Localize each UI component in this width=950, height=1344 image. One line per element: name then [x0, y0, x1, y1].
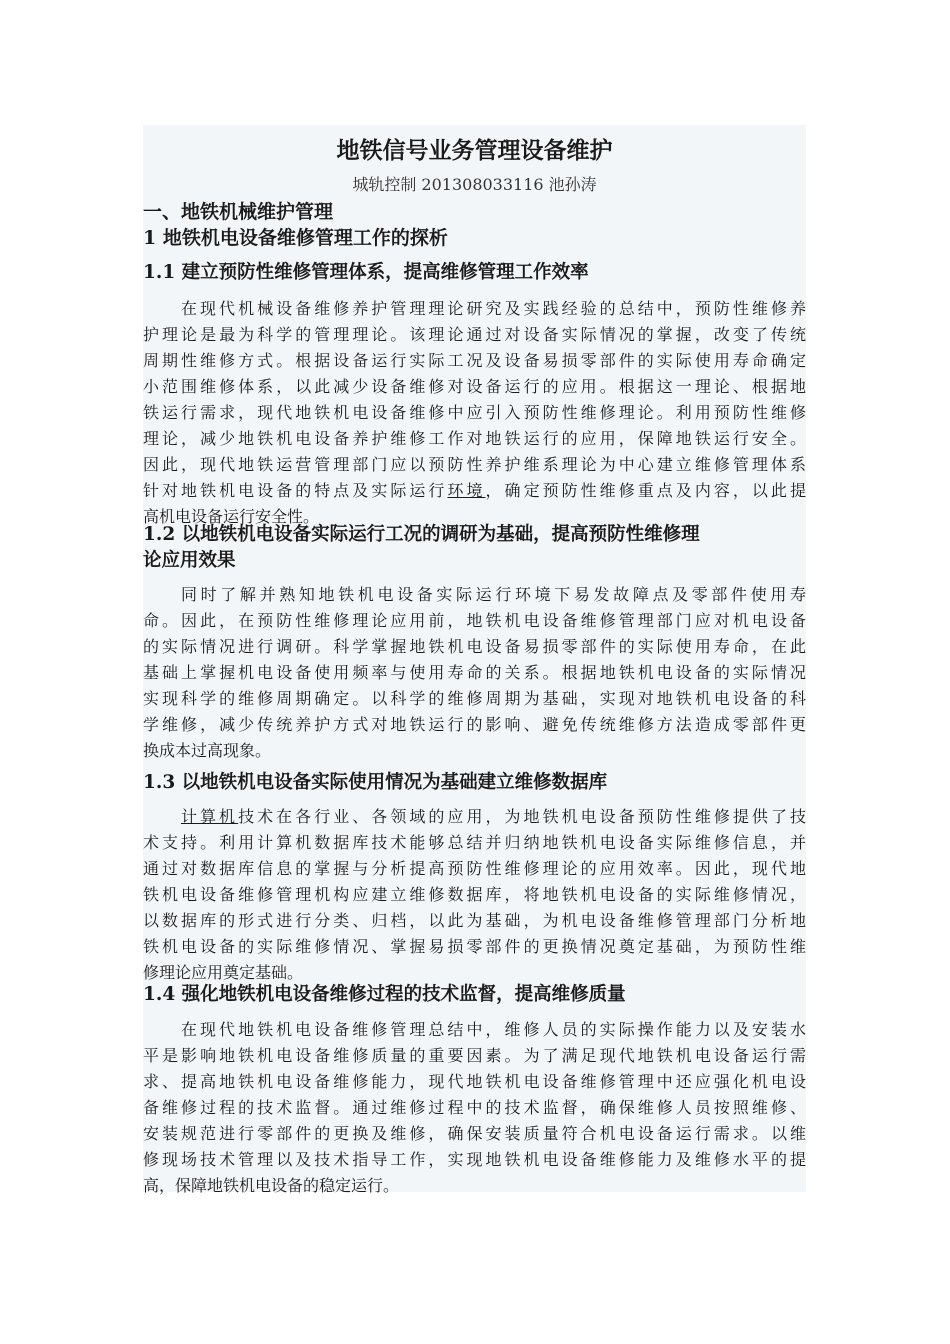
- text-line: 在现代机械设备维修养护管理理论研究及实践经验的总结中，预防性维修养: [181, 299, 806, 318]
- text-line: 的实际情况进行调研。科学掌握地铁机电设备易损零部件的实际使用寿命，在此: [143, 637, 806, 656]
- text-line: 高，保障地铁机电设备的稳定运行。: [143, 1176, 400, 1195]
- document-title: 地铁信号业务管理设备维护: [336, 137, 613, 164]
- text-line: 学维修，减少传统养护方式对地铁运行的影响、避免传统维修方法造成零部件更: [143, 715, 806, 734]
- text-line: 求、提高地铁机电设备维修能力，现代地铁机电设备维修管理中还应强化机电设: [143, 1072, 806, 1091]
- heading-1-2: [143, 522, 806, 574]
- paragraph-1-1: [143, 296, 806, 530]
- computer-link[interactable]: 计算机: [181, 807, 239, 826]
- heading-1-4: 1.4 强化地铁机电设备维修过程的技术监督，提高维修质量: [143, 984, 626, 1005]
- text-line: 实现科学的维修周期确定。以科学的维修周期为基础，实现对地铁机电设备的科: [143, 689, 806, 708]
- text-segment: ，确定预防性维修重点及内容，以此提: [485, 481, 806, 500]
- text-line: 换成本过高现象。: [143, 741, 272, 760]
- text-line: 基础上掌握机电设备使用频率与使用寿命的关系。根据地铁机电设备的实际情况: [143, 663, 806, 682]
- text-line: 周期性维修方式。根据设备运行实际工况及设备易损零部件的实际使用寿命确定: [143, 351, 806, 370]
- text-line: 护理论是最为科学的管理理论。该理论通过对设备实际情况的掌握，改变了传统: [143, 325, 806, 344]
- text-line: 平是影响地铁机电设备维修质量的重要因素。为了满足现代地铁机电设备运行需: [143, 1046, 806, 1065]
- heading-line: 论应用效果: [143, 550, 236, 571]
- text-line: 因此，现代地铁运营管理部门应以预防性养护维系理论为中心建立维修管理体系: [143, 455, 806, 474]
- text-line: 命。因此，在预防性维修理论应用前，地铁机电设备维修管理部门应对机电设备: [143, 611, 806, 630]
- author-line: 城轨控制 201308033116 池孙涛: [352, 175, 597, 194]
- text-line: 铁运行需求，现代地铁机电设备维修中应引入预防性维修理论。利用预防性维修: [143, 403, 806, 422]
- text-line: 高机电设备运行安全性。: [143, 507, 320, 526]
- text-line: [143, 478, 806, 504]
- text-line: 同时了解并熟知地铁机电设备实际运行环境下易发故障点及零部件使用寿: [181, 585, 806, 604]
- paragraph-1-2: [143, 582, 806, 764]
- heading-subsection-1: 1 地铁机电设备维修管理工作的探析: [143, 227, 448, 249]
- text-line: 以数据库的形式进行分类、归档，以此为基础，为机电设备维修管理部门分析地: [143, 911, 806, 930]
- text-line: 通过对数据库信息的掌握与分析提高预防性维修理论的应用效率。因此，现代地: [143, 859, 806, 878]
- heading-section-1: 一、地铁机械维护管理: [143, 201, 334, 223]
- document-page: [143, 125, 806, 1195]
- text-line: 修理论应用奠定基础。: [143, 963, 304, 982]
- text-line: 术支持。利用计算机数据库技术能够总结并归纳地铁机电设备实际维修信息，并: [143, 833, 806, 852]
- text-line: 安装规范进行零部件的更换及维修，确保安装质量符合机电设备运行需求。以维: [143, 1124, 806, 1143]
- heading-1-1: 1.1 建立预防性维修管理体系，提高维修管理工作效率: [143, 262, 589, 283]
- paragraph-1-3: [143, 804, 806, 986]
- text-line: 铁机电设备维修管理机构应建立维修数据库，将地铁机电设备的实际维修情况，: [143, 885, 806, 904]
- text-line: 理论，减少地铁机电设备养护维修工作对地铁运行的应用，保障地铁运行安全。: [143, 429, 806, 448]
- environment-link[interactable]: 环境: [447, 481, 486, 500]
- text-line: 小范围维修体系，以此减少设备维修对设备运行的应用。根据这一理论、根据地: [143, 377, 806, 396]
- text-line: 备维修过程的技术监督。通过维修过程中的技术监督，确保维修人员按照维修、: [143, 1098, 806, 1117]
- text-line: 铁机电设备的实际维修情况、掌握易损零部件的更换情况奠定基础，为预防性维: [143, 937, 806, 956]
- text-segment: 针对地铁机电设备的特点及实际运行: [143, 481, 448, 500]
- text-line: 在现代地铁机电设备维修管理总结中，维修人员的实际操作能力以及安装水: [181, 1020, 806, 1039]
- heading-1-3: 1.3 以地铁机电设备实际使用情况为基础建立维修数据库: [143, 772, 608, 793]
- text-line: 修现场技术管理以及技术指导工作，实现地铁机电设备维修能力及维修水平的提: [143, 1150, 806, 1169]
- text-line: [143, 804, 806, 830]
- text-segment: 技术在各行业、各领域的应用，为地铁机电设备预防性维修提供了技: [238, 807, 806, 826]
- heading-line: 1.2 以地铁机电设备实际运行工况的调研为基础，提高预防性维修理: [143, 524, 700, 545]
- paragraph-1-4: [143, 1017, 806, 1199]
